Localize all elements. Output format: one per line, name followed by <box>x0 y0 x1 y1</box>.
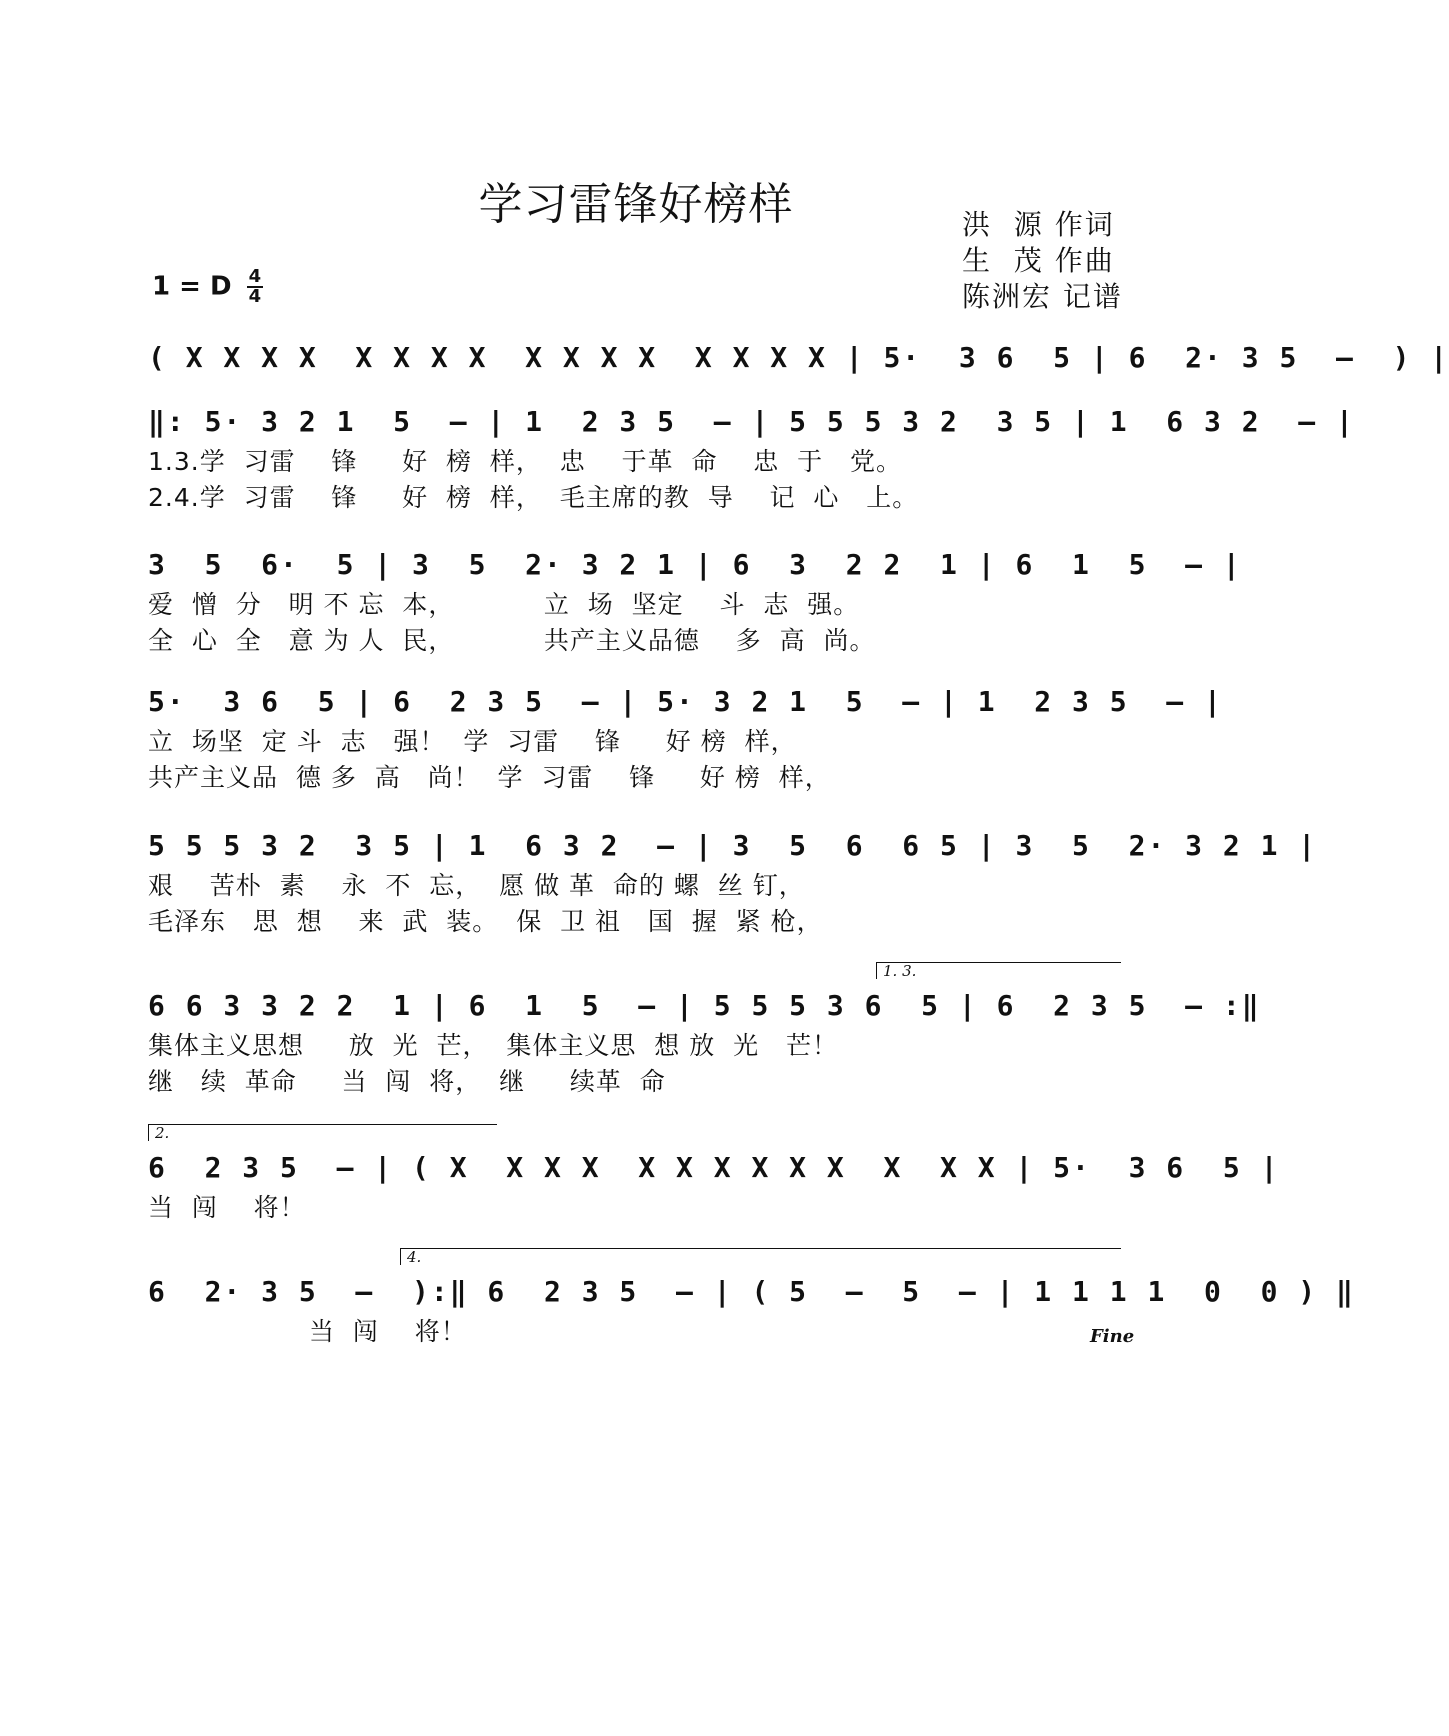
score-system-2 <box>148 400 1355 516</box>
notation-line: 3 5 6· 5 | 3 5 2· 3 2 1 | 6 3 2 2 1 | 6 1 5 – | <box>148 548 1242 581</box>
volta-bracket-4: 4. <box>400 1248 1121 1265</box>
volta-bracket-1-3: 1. 3. <box>876 962 1121 979</box>
lyric-line-1: 爱 憎 分 明 不 忘 本， 立 场 坚定 斗 志 强。 <box>148 590 860 619</box>
key-signature <box>152 268 263 306</box>
notation-line: ( X X X X X X X X X X X X X X X X | 5· 3 6 5 | 6 2· 3 5 – ) | <box>148 341 1449 374</box>
time-signature <box>247 268 264 306</box>
lyric-line-1: 立 场坚 定 斗 志 强！ 学 习雷 锋 好 榜 样， <box>148 727 797 756</box>
score-system-3 <box>148 543 1242 659</box>
transcriber-credit: 陈洲宏 记谱 <box>962 280 1123 313</box>
notation-line: 6 2· 3 5 – ):‖ 6 2 3 5 – | ( 5 – 5 – | 1 1 1 1 0 0 ) ‖ <box>148 1275 1355 1308</box>
credits-block <box>962 207 1123 315</box>
lyric-line-1: 集体主义思想 放 光 芒， 集体主义思 想 放 光 芒！ <box>148 1031 838 1060</box>
score-system-4 <box>148 680 1223 796</box>
lyric-line-verse-1-3: 1.3.学 习雷 锋 好 榜 样， 忠 于革 命 忠 于 党。 <box>148 447 903 476</box>
notation-line: 5 5 5 3 2 3 5 | 1 6 3 2 – | 3 5 6 6 5 | 3 5 2· 3 2 1 | <box>148 829 1318 862</box>
lyric-line-1: 当 闯 将！ <box>148 1317 467 1346</box>
time-signature-bottom: 4 <box>248 286 262 307</box>
lyric-line-1: 当 闯 将！ <box>148 1193 306 1222</box>
lyric-line-2: 继 续 革命 当 闯 将， 继 续革 命 <box>148 1067 666 1096</box>
lyric-line-verse-2-4: 2.4.学 习雷 锋 好 榜 样， 毛主席的教 导 记 心 上。 <box>148 483 919 512</box>
notation-line: 6 6 3 3 2 2 1 | 6 1 5 – | 5 5 5 3 6 5 | 6 2 3 5 – :‖ <box>148 989 1261 1022</box>
volta-bracket-2: 2. <box>148 1124 497 1141</box>
time-signature-top: 4 <box>248 266 262 287</box>
score-system-8 <box>148 1270 1355 1350</box>
score-system-5 <box>148 824 1318 940</box>
notation-line: 5· 3 6 5 | 6 2 3 5 – | 5· 3 2 1 5 – | 1 2 3 5 – | <box>148 685 1223 718</box>
lyric-line-2: 共产主义品 德 多 高 尚！ 学 习雷 锋 好 榜 样， <box>148 763 831 792</box>
notation-line: 6 2 3 5 – | ( X X X X X X X X X X X X X | 5· 3 6 5 | <box>148 1151 1280 1184</box>
composer-credit: 生 茂 作曲 <box>962 244 1115 277</box>
fine-marker: Fine <box>1090 1326 1135 1347</box>
notation-line: ‖: 5· 3 2 1 5 – | 1 2 3 5 – | 5 5 5 3 2 3 5 | 1 6 3 2 – | <box>148 405 1355 438</box>
lyric-line-2: 全 心 全 意 为 人 民， 共产主义品德 多 高 尚。 <box>148 626 876 655</box>
score-system-6 <box>148 984 1261 1100</box>
lyric-line-1: 艰 苦朴 素 永 不 忘， 愿 做 革 命的 螺 丝 钉， <box>148 871 805 900</box>
score-system-7 <box>148 1146 1280 1226</box>
lyric-line-2: 毛泽东 思 想 来 武 装。 保 卫 祖 国 握 紧 枪， <box>148 907 823 936</box>
score-system-1 <box>148 336 1449 380</box>
lyricist-credit: 洪 源 作词 <box>962 208 1115 241</box>
key-label: 1 = D <box>152 271 232 302</box>
song-title: 学习雷锋好榜样 <box>478 179 794 230</box>
